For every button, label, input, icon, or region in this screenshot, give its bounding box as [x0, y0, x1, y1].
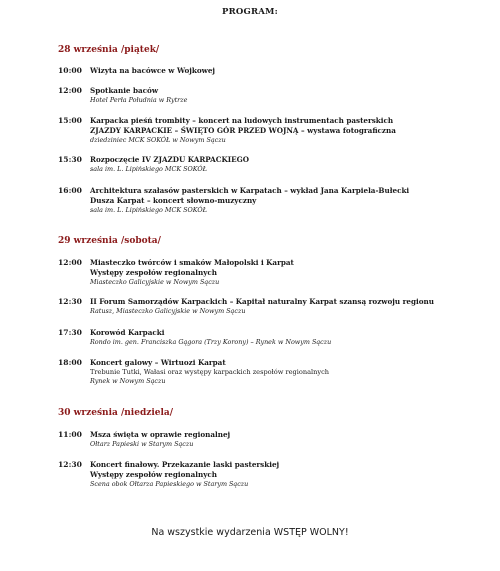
event-place: sala im. L. Lipińskiego MCK SOKÓŁ — [90, 165, 207, 173]
event-place: Hotel Perła Południa w Rytrze — [90, 96, 188, 104]
event-title: Koncert galowy – Wirtuozi Karpat — [90, 358, 226, 367]
event-place: Scena obok Ołtarza Papieskiego w Starym Sączu — [90, 480, 249, 488]
event-place: dziedziniec MCK SOKÓŁ w Nowym Sączu — [90, 136, 226, 144]
event-time: 12:30 — [58, 297, 82, 306]
event-place: sala im. L. Lipińskiego MCK SOKÓŁ — [90, 206, 207, 214]
event-title: Rozpoczęcie IV ZJAZDU KARPACKIEGO — [90, 155, 249, 164]
event-time: 10:00 — [58, 66, 82, 75]
event-time: 16:00 — [58, 186, 82, 195]
event-title: Architektura szałasów pasterskich w Karpatach – wykład Jana Karpiela-Bułecki — [90, 186, 410, 195]
event-time: 12:00 — [58, 258, 82, 267]
event-place: Miasteczko Galicyjskie w Nowym Sączu — [90, 278, 220, 286]
event-subtitle: Występy zespołów regionalnych — [90, 470, 218, 479]
free-entry-note: Na wszystkie wydarzenia WSTĘP WOLNY! — [151, 527, 349, 538]
event-time: 15:00 — [58, 116, 82, 125]
event-time: 18:00 — [58, 358, 82, 367]
event-title: Spotkanie baców — [90, 86, 159, 95]
event-time: 17:30 — [58, 328, 82, 337]
event-place: Ratusz, Miasteczko Galicyjskie w Nowym Sączu — [90, 307, 246, 315]
day-heading-3: 30 września /niedziela/ — [58, 408, 174, 418]
day-heading-1: 28 września /piątek/ — [58, 45, 160, 55]
event-title: Wizyta na bacówce w Wojkowej — [90, 66, 215, 75]
event-subtitle: Dusza Karpat – koncert słowno-muzyczny — [90, 196, 257, 205]
event-subtitle: ZJAZDY KARPACKIE – ŚWIĘTO GÓR PRZED WOJNĄ – wystawa fotograficzna — [90, 126, 396, 135]
event-time: 12:00 — [58, 86, 82, 95]
page-title: PROGRAM: — [222, 7, 278, 17]
day-heading-2: 29 września /sobota/ — [58, 236, 161, 246]
event-performers: Trebunie Tutki, Wałasi oraz występy karpackich zespołów regionalnych — [90, 368, 330, 376]
event-place: Rondo im. gen. Franciszka Gągora (Trzy Korony) – Rynek w Nowym Sączu — [90, 338, 332, 346]
event-time: 11:00 — [58, 430, 82, 439]
event-title: II Forum Samorządów Karpackich – Kapitał naturalny Karpat szansą rozwoju regionu — [90, 297, 434, 306]
event-title: Koncert finałowy. Przekazanie laski pasterskiej — [90, 460, 280, 469]
event-title: Karpacka pieśń trombity – koncert na ludowych instrumentach pasterskich — [90, 116, 394, 125]
event-subtitle: Występy zespołów regionalnych — [90, 268, 218, 277]
event-time: 12:30 — [58, 460, 82, 469]
event-title: Miasteczko twórców i smaków Małopolski i Karpat — [90, 258, 294, 267]
event-place: Rynek w Nowym Sączu — [90, 377, 166, 385]
event-place: Ołtarz Papieski w Starym Sączu — [90, 440, 194, 448]
event-time: 15:30 — [58, 155, 82, 164]
event-title: Korowód Karpacki — [90, 328, 165, 337]
event-title: Msza święta w oprawie regionalnej — [90, 430, 231, 439]
